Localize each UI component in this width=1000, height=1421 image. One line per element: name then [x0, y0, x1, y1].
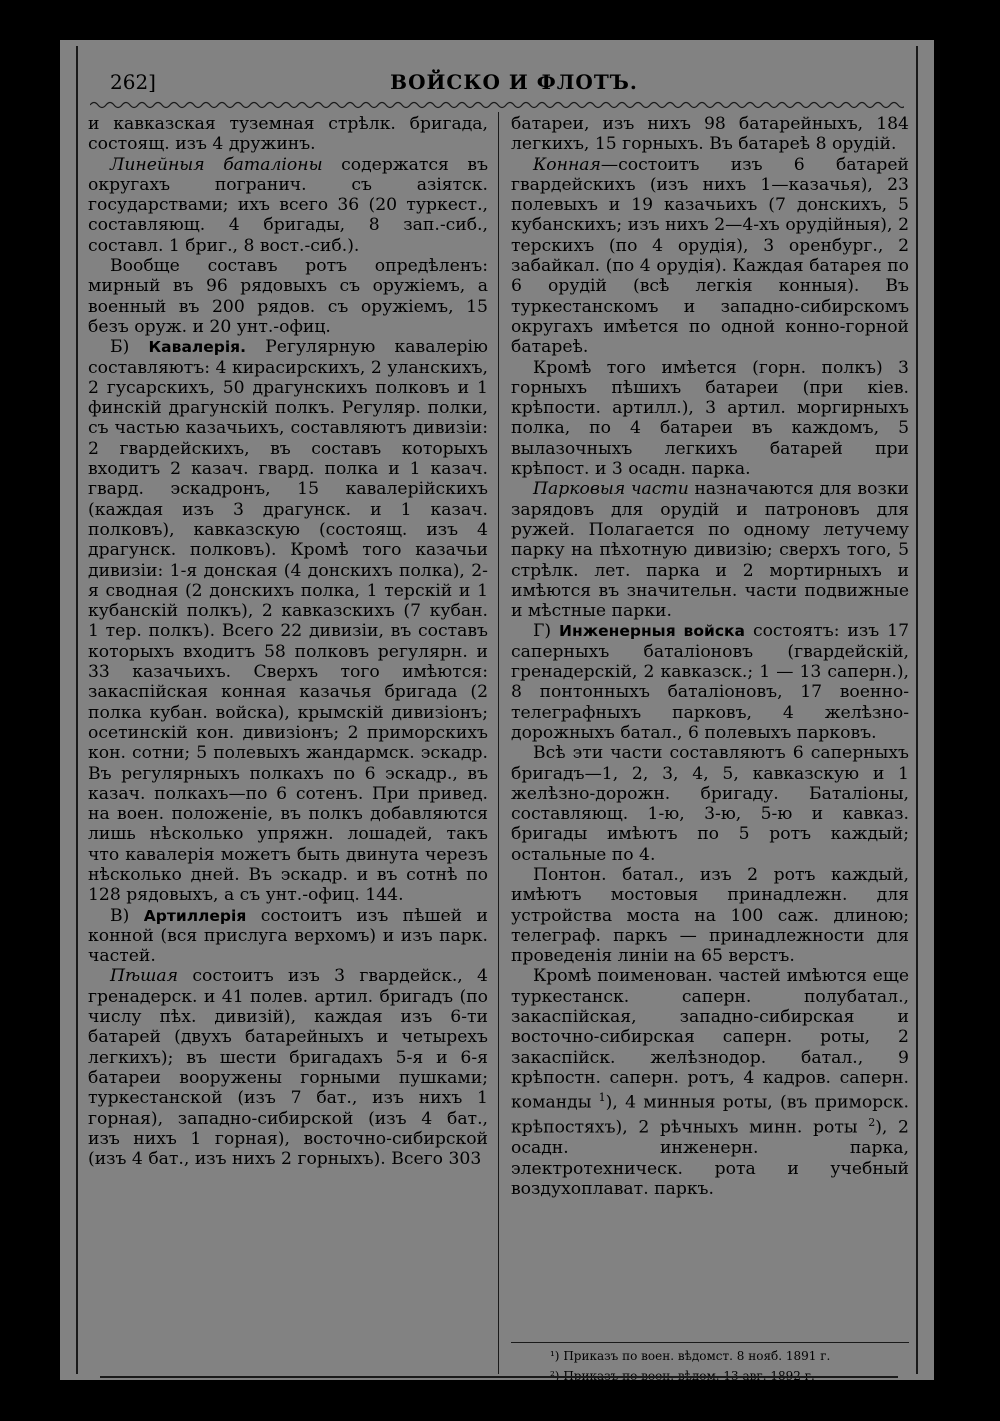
- paragraph-text: состоитъ изъ пѣшей и конной (вся прислуга верхомъ) и изъ парк. частей.: [88, 905, 488, 967]
- paragraph: [511, 621, 909, 743]
- paragraph: [511, 155, 909, 358]
- section-letter: В): [110, 905, 144, 926]
- paragraph: [88, 155, 488, 256]
- right-frame-rule: [916, 46, 918, 1374]
- page-number: 262]: [110, 70, 156, 94]
- book-page: [60, 40, 934, 1380]
- paragraph: Кромѣ того имѣется (горн. полкъ) 3 горныхъ пѣшихъ батареи (при кіев. крѣпости. артилл.), 3 артил. моргирныхъ полка, по 4 батареи въ каждомъ, 5 вылазочныхъ легкихъ батарей при крѣпост. и 3 осадн. парка.: [511, 357, 909, 480]
- paragraph-text: назначаются для возки зарядовъ для орудій и патроновъ для ружей. Полагается по одному летучему парку на пѣхотную дивизію; сверхъ того, 5 стрѣлк. лет. парка и 2 мортирныхъ и имѣются въ значительн. части подвижные и мѣстные парки.: [511, 479, 909, 622]
- left-column: [88, 114, 488, 1169]
- bottom-frame-rule: [100, 1376, 898, 1378]
- paragraph: Понтон. батал., изъ 2 ротъ каждый, имѣютъ мостовыя принадлежн. для устройства моста на 100 саж. длиною; телеграф. паркъ — принадлежности для проведенія линіи на 65 верстъ.: [511, 864, 909, 967]
- footnotes: [550, 1346, 910, 1386]
- paragraph: Вообще составъ ротъ опредѣленъ: мирный въ 96 рядовыхъ съ оружіемъ, а военный въ 200 рядов. съ оружіемъ, 15 безъ оруж. и 20 унт.-офиц.: [88, 256, 488, 337]
- footnote-text: Приказъ по воен. вѣдомст. 8 нояб. 1891 г.: [559, 1349, 831, 1363]
- footnote-mark: ¹): [550, 1349, 560, 1363]
- italic-heading: Парковыя части: [533, 479, 689, 500]
- paragraph: [511, 479, 909, 621]
- running-title: ВОЙСКО И ФЛОТЪ.: [390, 70, 638, 94]
- paragraph: [88, 906, 488, 967]
- footnote: [550, 1346, 910, 1366]
- paragraph: [511, 966, 909, 1199]
- paragraph: [88, 966, 488, 1169]
- paragraph-text: содержатся въ округахъ погранич. съ азіятск. государствами; ихъ всего 36 (20 туркест., составляющ. 4 бригады, 8 зап.-сиб., составл. 1 бриг., 8 вост.-сиб.).: [88, 154, 489, 256]
- paragraph-text: Кромѣ поименован. частей имѣются еще туркестанск. саперн. полубатал., закаспійская, западно-сибирская и восточно-сибирская саперн. роты, 2 закаспійск. желѣзнодор. батал., 9 крѣпостн. саперн. ротъ, 4 кадров. саперн. команды: [511, 966, 909, 1113]
- paragraph-text: состоитъ изъ 3 гвардейск., 4 гренадерск. и 41 полев. артил. бригадъ (по числу пѣх. дивизій), каждая изъ 6-ти батарей (двухъ батарейныхъ и четырехъ легкихъ); въ шести бригадахъ 5-я и 6-я батареи вооружены горными пушками; туркестанской (изъ 7 бат., изъ нихъ 1 горная), западно-сибирской (изъ 4 бат., изъ нихъ 1 горная), восточно-сибирской (изъ 4 бат., изъ нихъ 2 горныхъ). Всего 303: [88, 966, 488, 1170]
- right-column: [511, 114, 909, 1199]
- italic-heading: Линейныя баталіоны: [110, 154, 323, 175]
- footnote-ref: 2: [868, 1116, 876, 1130]
- section-heading: Кавалерія.: [148, 338, 247, 357]
- header-wave-rule: [90, 100, 904, 110]
- paragraph: батареи, изъ нихъ 98 батарейныхъ, 184 легкихъ, 15 горныхъ. Въ батареѣ 8 орудій.: [511, 114, 909, 155]
- footnote-ref: 1: [598, 1091, 606, 1105]
- paragraph: Всѣ эти части составляютъ 6 саперныхъ бригадъ—1, 2, 3, 4, 5, кавказскую и 1 желѣзно-дорожн. бригаду. Баталіоны, составляющ. 1-ю, 3-ю, 5-ю и кавказ. бригады имѣютъ по 5 ротъ каждый; остальные по 4.: [511, 743, 909, 865]
- section-letter: Г): [533, 621, 560, 642]
- italic-heading: Конная: [533, 154, 601, 175]
- paragraph-text: состоятъ: изъ 17 саперныхъ баталіоновъ (гвардейскій, гренадерскій, 2 кавказск.; 1 — 13 саперн.), 8 понтонныхъ баталіоновъ, 17 военно-телеграфныхъ парковъ, 4 желѣзно-дорожныхъ батал., 6 полевыхъ парковъ.: [511, 621, 909, 743]
- left-frame-rule: [76, 46, 78, 1374]
- column-divider: [498, 112, 499, 1374]
- footnote-rule: [511, 1342, 909, 1343]
- paragraph-text: ), 2 осадн. инженерн. парка, электротехническ. рота и учебный воздухоплават. паркъ.: [511, 1118, 909, 1199]
- section-heading: Артиллерія: [143, 906, 247, 925]
- paragraph: [88, 337, 488, 905]
- paragraph-text: Регулярную кавалерію составляютъ: 4 кирасирскихъ, 2 уланскихъ, 2 гусарскихъ, 50 драгунскихъ полковъ и 1 финскій драгунскій полкъ. Регуляр. полки, съ частью казачьихъ, составляютъ дивизіи: 2 гвардейскихъ, въ составъ которыхъ входитъ 2 казач. гвард. полка и 1 казач. гвард. эскадронъ, 15 кавалерійскихъ (каждая изъ 3 драгунск. и 1 казач. полковъ), кавказскую (состоящ. изъ 4 драгунск. полковъ). Кромѣ того казачьи дивизіи: 1-я донская (4 донскихъ полка), 2-я сводная (2 донскихъ полка, 1 терскій и 1 кубанскій полкъ), 2 кавказскихъ (7 кубан. 1 тер. полкъ). Всего 22 дивизіи, въ составъ которыхъ входитъ 58 полковъ регулярн. и 33 казачьихъ. Сверхъ того имѣются: закаспійская конная казачья бригада (2 полка кубан. войска), крымскій дивизіонъ; осетинскій кон. дивизіонъ; 2 приморскихъ кон. сотни; 5 полевыхъ жандармск. эскадр. Въ регулярныхъ полкахъ по 6 эскадр., въ казач. полкахъ—по 6 сотенъ. При привед. на воен. положеніе, въ полкъ добавляются лишь нѣсколько упряжн. лошадей, такъ что кавалерія можетъ быть двинута черезъ нѣсколько дней. Въ эскадр. и въ сотнѣ по 128 рядовыхъ, а съ унт.-офиц. 144.: [88, 337, 488, 906]
- section-heading: Инженерныя войска: [559, 622, 746, 641]
- paragraph-text: —состоитъ изъ 6 батарей гвардейскихъ (изъ нихъ 1—казачья), 23 полевыхъ и 19 казачьихъ (7 донскихъ, 5 кубанскихъ; изъ нихъ 2—4-хъ орудійныя), 2 терскихъ (по 4 орудія), 3 оренбург., 2 забайкал. (по 4 орудія). Каждая батарея по 6 орудій (всѣ легкія конныя). Въ туркестанскомъ и западно-сибирскомъ округахъ имѣется по одной конно-горной батареѣ.: [511, 154, 909, 358]
- section-letter: Б): [110, 337, 149, 358]
- page-header: [100, 70, 898, 100]
- italic-heading: Пѣшая: [110, 966, 179, 987]
- paragraph-text: ), 4 минныя роты, (въ приморск. крѣпостяхъ), 2 рѣчныхъ минн. роты: [511, 1092, 910, 1139]
- paragraph: и кавказская туземная стрѣлк. бригада, состоящ. изъ 4 дружинъ.: [88, 114, 488, 155]
